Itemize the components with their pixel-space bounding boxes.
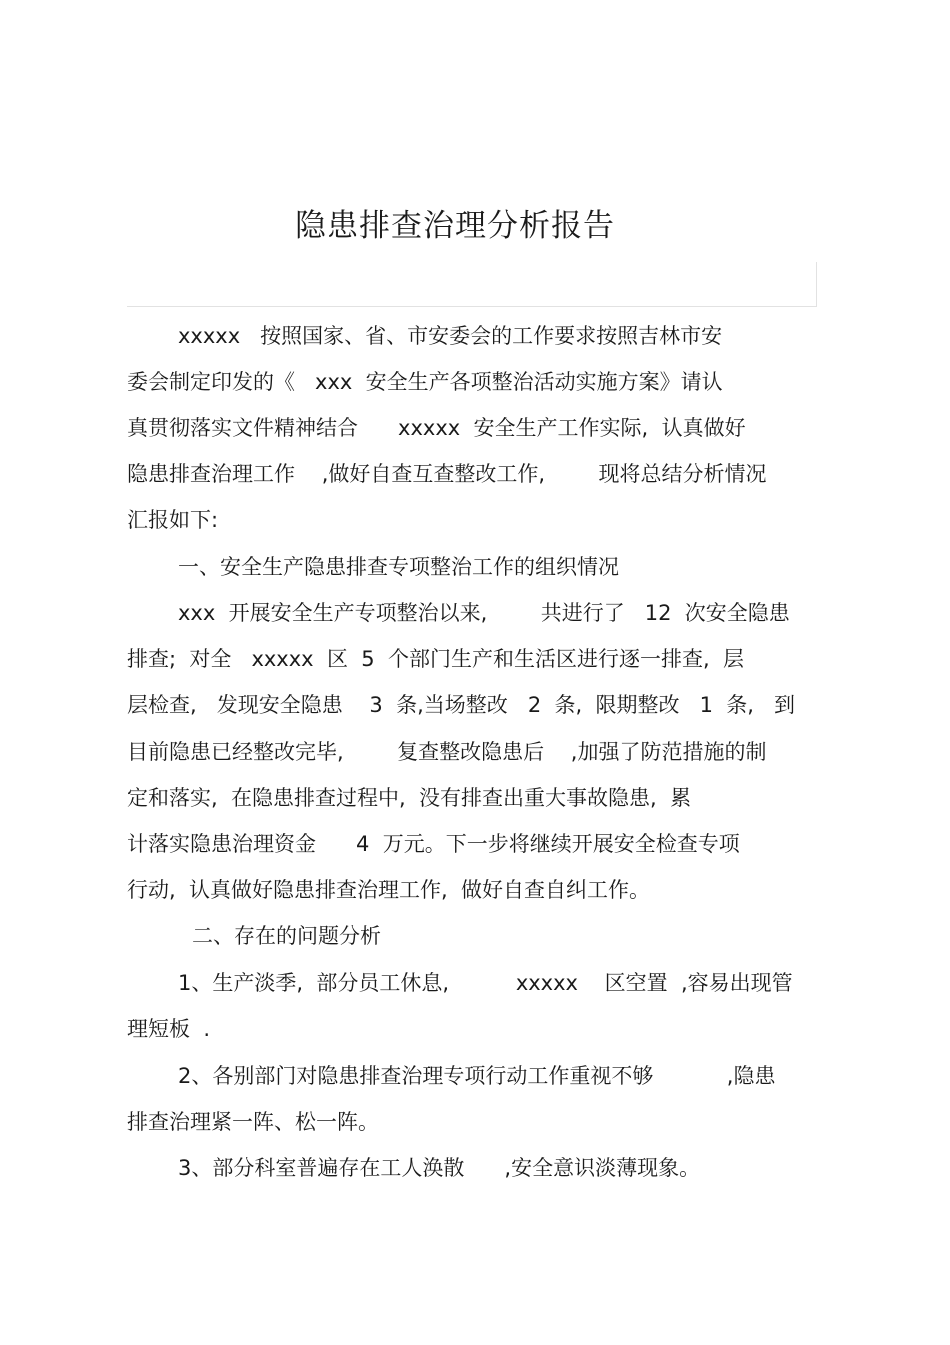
paragraph-line: 汇报如下:	[127, 508, 219, 532]
paragraph-line: 目前隐患已经整改完毕, 复查整改隐患后 ,加强了防范措施的制	[127, 740, 767, 764]
section-heading: 一、安全生产隐患排查专项整治工作的组织情况	[178, 555, 619, 579]
paragraph-line: 委会制定印发的《 xxx 安全生产各项整治活动实施方案》请认	[127, 370, 723, 394]
paragraph-line: xxxxx 按照国家、省、市安委会的工作要求按照吉林市安	[178, 324, 723, 348]
header-divider	[127, 306, 817, 307]
paragraph-line: 3、部分科室普遍存在工人涣散 ,安全意识淡薄现象。	[178, 1156, 701, 1180]
paragraph-line: 1、生产淡季, 部分员工休息, xxxxx 区空置 ,容易出现管	[178, 971, 793, 995]
section-heading: 二、存在的问题分析	[192, 924, 381, 948]
paragraph-line: 定和落实, 在隐患排查过程中, 没有排查出重大事故隐患, 累	[127, 786, 692, 810]
paragraph-line: 行动, 认真做好隐患排查治理工作, 做好自查自纠工作。	[127, 878, 651, 902]
paragraph-line: xxx 开展安全生产专项整治以来, 共进行了 12 次安全隐患	[178, 601, 790, 625]
paragraph-line: 排查治理紧一阵、松一阵。	[127, 1110, 379, 1134]
paragraph-line: 2、各别部门对隐患排查治理专项行动工作重视不够 ,隐患	[178, 1064, 776, 1088]
paragraph-line: 隐患排查治理工作 ,做好自查互查整改工作, 现将总结分析情况	[127, 462, 767, 486]
paragraph-line: 排查; 对全 xxxxx 区 5 个部门生产和生活区进行逐一排查, 层	[127, 647, 745, 671]
paragraph-line: 理短板 .	[127, 1017, 211, 1041]
document-title: 隐患排查治理分析报告	[295, 208, 615, 244]
header-divider-edge	[816, 262, 817, 306]
paragraph-line: 计落实隐患治理资金 4 万元。下一步将继续开展安全检查专项	[127, 832, 740, 856]
paragraph-line: 真贯彻落实文件精神结合 xxxxx 安全生产工作实际, 认真做好	[127, 416, 746, 440]
paragraph-line: 层检查, 发现安全隐患 3 条,当场整改 2 条, 限期整改 1 条, 到	[127, 693, 795, 717]
